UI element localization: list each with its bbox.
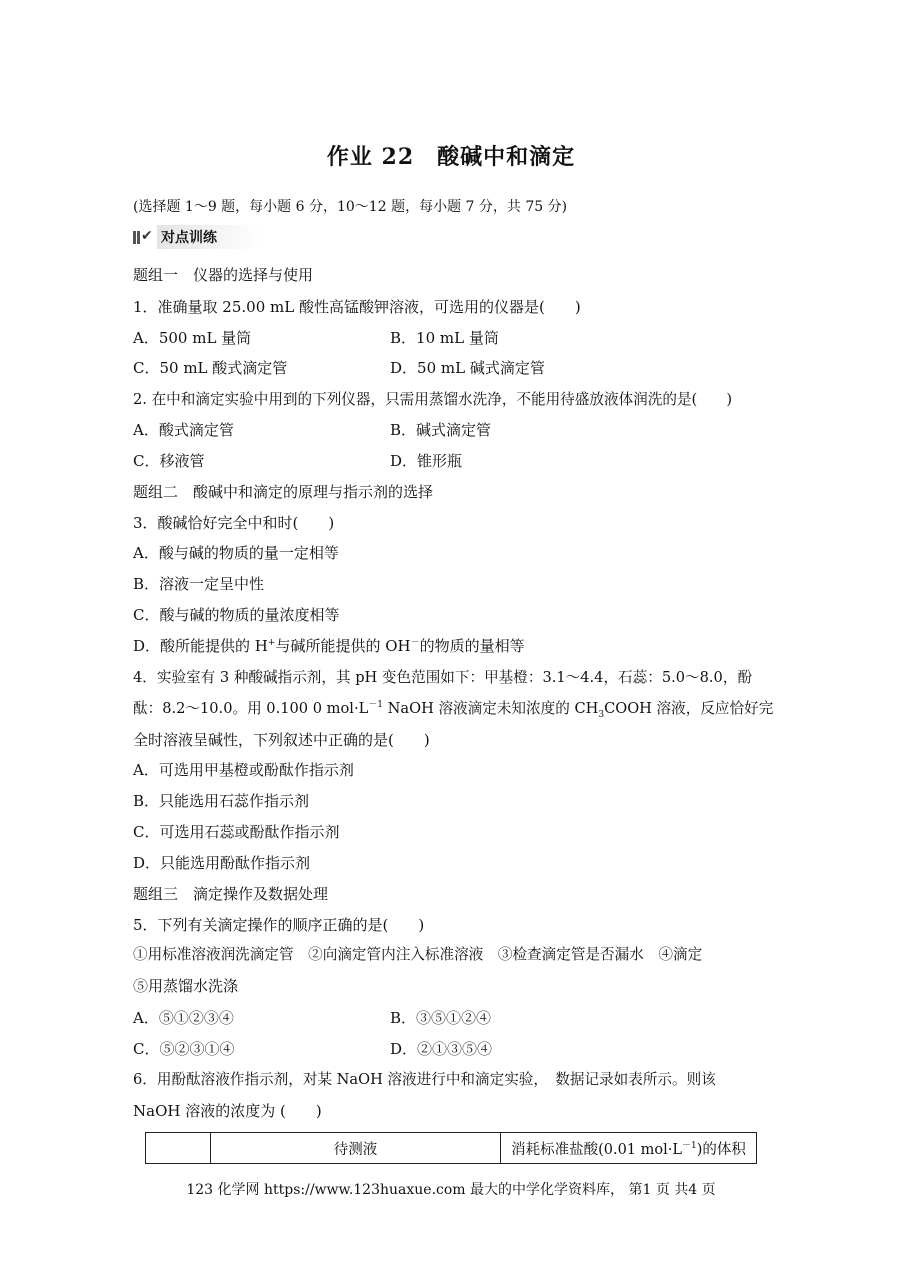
question-3-option-d-part2: 与碱所能提供的 OH	[275, 637, 411, 655]
question-3-option-c: C．酸与碱的物质的量浓度相等	[133, 606, 340, 624]
page-footer: 123 化学网 https://www.123huaxue.com 最大的中学化学资料库， 第1 页 共4 页	[186, 1182, 716, 1198]
question-1-option-d: D．50 mL 碱式滴定管	[390, 359, 545, 377]
question-4-line-2-part1: 酞：8.2～10.0。用 0.100 0 mol·L	[133, 700, 369, 717]
question-1-option-b: B．10 mL 量筒	[390, 329, 499, 347]
question-3-option-a: A．酸与碱的物质的量一定相等	[133, 544, 339, 562]
question-4-option-d: D．只能选用酚酞作指示剂	[133, 854, 311, 872]
superscript-unit: －1	[368, 700, 384, 711]
question-3-stem: 3．酸碱恰好完全中和时( )	[133, 514, 335, 532]
question-4-line-2-part2: NaOH 溶液滴定未知浓度的 CH	[383, 700, 599, 717]
question-5-steps: ①用标准溶液润洗滴定管 ②向滴定管内注入标准溶液 ③检查滴定管是否漏水 ④滴定	[133, 946, 703, 963]
group-heading-2: 题组二 酸碱中和滴定的原理与指示剂的选择	[133, 483, 434, 501]
section-badge	[133, 227, 261, 247]
question-3-option-b: B．溶液一定呈中性	[133, 575, 265, 593]
question-1-stem: 1．准确量取 25.00 mL 酸性高锰酸钾溶液，可选用的仪器是( )	[133, 298, 581, 316]
question-5-option-b: B．③⑤①②④	[390, 1009, 492, 1027]
question-5-option-d: D．②①③⑤④	[390, 1040, 493, 1058]
question-1-option-a: A．500 mL 量筒	[133, 329, 252, 347]
superscript-minus: －	[410, 638, 420, 648]
question-2-option-d: D．锥形瓶	[390, 452, 463, 470]
section-badge-label: 对点训练	[157, 225, 261, 249]
question-5-option-a: A．⑤①②③④	[133, 1009, 234, 1027]
question-3-option-d	[133, 636, 525, 656]
superscript-plus: +	[267, 638, 276, 648]
question-5-option-c: C．⑤②③①④	[133, 1040, 235, 1058]
question-4-option-c: C．可选用石蕊或酚酞作指示剂	[133, 823, 340, 841]
titration-data-table	[145, 1132, 757, 1164]
question-4-option-a: A．可选用甲基橙或酚酞作指示剂	[133, 761, 354, 779]
question-4-line-3: 全时溶液呈碱性，下列叙述中正确的是( )	[133, 731, 430, 749]
question-6-line-1: 6．用酚酞溶液作指示剂，对某 NaOH 溶液进行中和滴定实验， 数据记录如表所示。则该	[133, 1071, 716, 1088]
question-2-stem: 2. 在中和滴定实验中用到的下列仪器，只需用蒸馏水洗净，不能用待盛放液体润洗的是( )	[133, 391, 733, 408]
question-5-stem: 5．下列有关滴定操作的顺序正确的是( )	[133, 916, 425, 934]
question-3-option-d-part1: D．酸所能提供的 H	[133, 637, 268, 655]
question-2-option-a: A．酸式滴定管	[133, 421, 234, 439]
question-5-step-5: ⑤用蒸馏水洗涤	[133, 977, 239, 995]
volume-header-part1: 消耗标准盐酸(0.01 mol·L	[511, 1141, 682, 1158]
table-cell-blank	[146, 1133, 211, 1164]
table-header-sample: 待测液	[211, 1133, 501, 1164]
question-4-line-2-part3: COOH 溶液，反应恰好完	[604, 700, 774, 717]
volume-header-part2: )的体积	[696, 1141, 746, 1158]
question-2-option-b: B．碱式滴定管	[390, 421, 492, 439]
superscript-unit: －1	[682, 1140, 697, 1151]
checkmark-icon: ✔	[133, 230, 151, 245]
table-row	[146, 1133, 757, 1164]
group-heading-1: 题组一 仪器的选择与使用	[133, 266, 314, 284]
question-4-line-1: 4．实验室有 3 种酸碱指示剂，其 pH 变色范围如下：甲基橙：3.1～4.4，石蕊：5.0～8.0，酚	[133, 669, 753, 686]
table-header-volume	[501, 1133, 757, 1164]
subscript-3: 3	[598, 709, 605, 720]
score-note: (选择题 1～9 题，每小题 6 分，10～12 题，每小题 7 分，共 75 分)	[133, 199, 568, 215]
question-3-option-d-part3: 的物质的量相等	[419, 637, 525, 655]
group-heading-3: 题组三 滴定操作及数据处理	[133, 885, 329, 903]
question-4-option-b: B．只能选用石蕊作指示剂	[133, 792, 310, 810]
question-6-line-2: NaOH 溶液的浓度为 ( )	[133, 1102, 322, 1120]
question-2-option-c: C．移液管	[133, 452, 205, 470]
question-1-option-c: C．50 mL 酸式滴定管	[133, 359, 288, 377]
question-4-line-2	[133, 699, 773, 719]
page-title: 作业 22 酸碱中和滴定	[326, 144, 576, 170]
